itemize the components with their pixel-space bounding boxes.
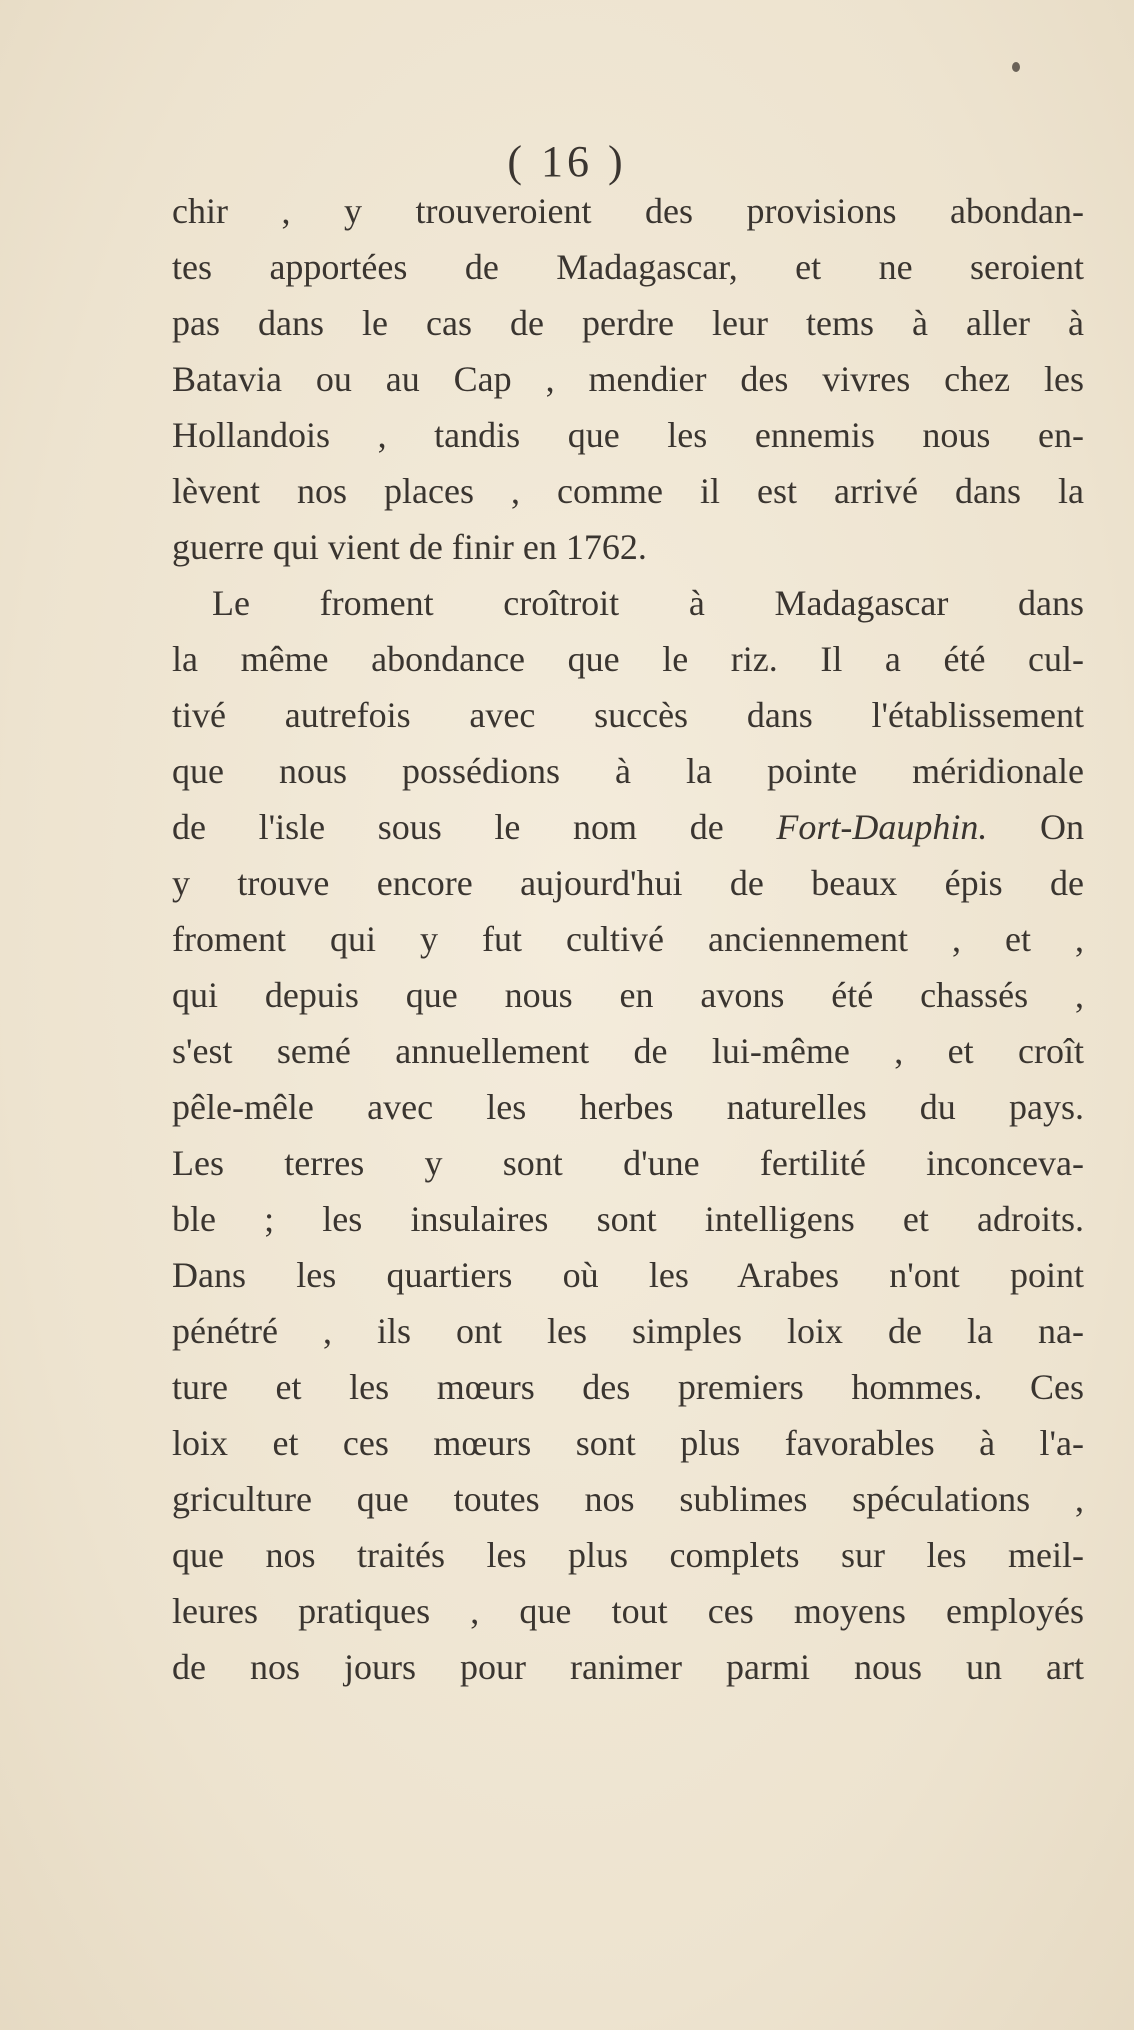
- text-line: Batavia ou au Cap , mendier des vivres chez les: [172, 359, 1084, 399]
- text-line: pêle-mêle avec les herbes naturelles du pays.: [172, 1087, 1084, 1127]
- ink-spot: [1012, 62, 1020, 72]
- text-line: Le froment croîtroit à Madagascar dans: [212, 583, 1084, 623]
- text-line: la même abondance que le riz. Il a été cul-: [172, 639, 1084, 679]
- text-line: qui depuis que nous en avons été chassés ,: [172, 975, 1084, 1015]
- text-line: lèvent nos places , comme il est arrivé dans la: [172, 471, 1084, 511]
- text-line: pas dans le cas de perdre leur tems à aller à: [172, 303, 1084, 343]
- text-line: y trouve encore aujourd'hui de beaux épis de: [172, 863, 1084, 903]
- text-line: chir , y trouveroient des provisions abondan-: [172, 191, 1084, 231]
- text-line: que nous possédions à la pointe méridionale: [172, 751, 1084, 791]
- text-line: Dans les quartiers où les Arabes n'ont point: [172, 1255, 1084, 1295]
- text-line: s'est semé annuellement de lui-même , et croît: [172, 1031, 1084, 1071]
- text-line: ture et les mœurs des premiers hommes. Ces: [172, 1367, 1084, 1407]
- text-segment: On: [987, 807, 1084, 847]
- text-line: tivé autrefois avec succès dans l'établissement: [172, 695, 1084, 735]
- text-line: froment qui y fut cultivé anciennement , et ,: [172, 919, 1084, 959]
- text-line: Les terres y sont d'une fertilité inconceva-: [172, 1143, 1084, 1183]
- text-line: leures pratiques , que tout ces moyens employés: [172, 1591, 1084, 1631]
- text-line: griculture que toutes nos sublimes spéculations ,: [172, 1479, 1084, 1519]
- text-line: de nos jours pour ranimer parmi nous un art: [172, 1647, 1084, 1687]
- text-line: tes apportées de Madagascar, et ne seroient: [172, 247, 1084, 287]
- page-number: ( 16 ): [507, 137, 627, 186]
- text-line: pénétré , ils ont les simples loix de la na-: [172, 1311, 1084, 1351]
- text-line: que nos traités les plus complets sur les meil-: [172, 1535, 1084, 1575]
- text-segment: de l'isle sous le nom de: [172, 807, 777, 847]
- text-line: ble ; les insulaires sont intelligens et adroits.: [172, 1199, 1084, 1239]
- place-name-italic: Fort-Dauphin.: [776, 807, 988, 847]
- text-line: guerre qui vient de finir en 1762.: [172, 527, 647, 567]
- text-line: [172, 802, 1084, 852]
- text-line: loix et ces mœurs sont plus favorables à l'a-: [172, 1423, 1084, 1463]
- text-line: Hollandois , tandis que les ennemis nous en-: [172, 415, 1084, 455]
